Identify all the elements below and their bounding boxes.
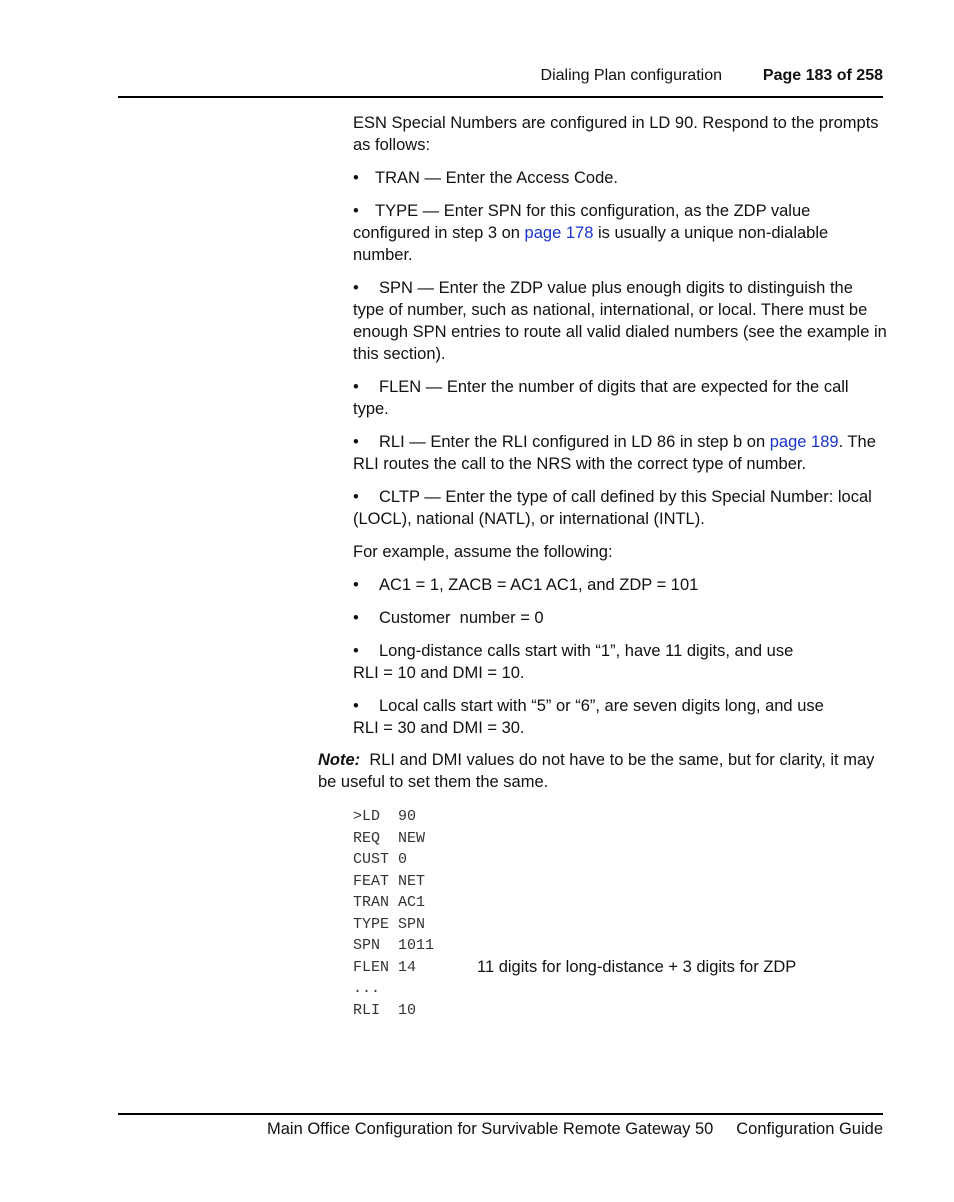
bullet-dot: •: [353, 169, 359, 187]
bullet-type: [353, 200, 888, 266]
bullet-text: RLI = 10 and DMI = 10.: [353, 664, 525, 682]
code-line: RLI 10: [353, 1001, 417, 1019]
bullet-dot: •: [353, 202, 359, 220]
bullet-cltp: [353, 486, 888, 530]
bullet-dot: •: [353, 697, 359, 715]
bullet-text: SPN — Enter the ZDP value plus enough digits to distinguish the type of number, such as national, international, or local. There must be enough SPN entries to route all valid dialed numbers (see the example in this section).: [353, 279, 887, 363]
bullet-text: Long-distance calls start with “1”, have 11 digits, and use: [379, 642, 794, 660]
bullet-dot: •: [353, 433, 359, 451]
bullet-text: RLI — Enter the RLI configured in LD 86 in step b on: [379, 433, 770, 451]
bullet-dot: •: [353, 488, 359, 506]
example-bullet: [353, 640, 888, 684]
code-line: REQ NEW: [353, 829, 426, 847]
bullet-text: . The RLI routes the call to the NRS with the correct type of number.: [353, 433, 876, 473]
note-text: RLI and DMI values do not have to be the same, but for clarity, it may be useful to set them the same.: [318, 751, 875, 791]
bullet-rli: [353, 431, 888, 475]
page-header: [118, 64, 883, 98]
code-text: FLEN 14: [353, 958, 417, 976]
page-178-link[interactable]: page 178: [524, 224, 594, 242]
example-bullet: [353, 574, 888, 596]
bullet-text: RLI = 30 and DMI = 30.: [353, 719, 525, 737]
page-footer: [118, 1113, 883, 1138]
bullet-text: Customer number = 0: [379, 609, 544, 627]
code-line: FEAT NET: [353, 872, 426, 890]
bullet-dot: •: [353, 279, 359, 297]
code-line: TRAN AC1: [353, 894, 426, 911]
bullet-flen: [353, 376, 888, 420]
code-comment: 11 digits for long-distance + 3 digits for ZDP: [477, 957, 797, 976]
note: [318, 749, 888, 793]
code-line-flen: [353, 957, 797, 979]
example-bullet: [353, 695, 888, 739]
bullet-dot: •: [353, 576, 359, 594]
bullet-dot: •: [353, 378, 359, 396]
bullet-tran: [353, 167, 888, 189]
code-line: ...: [353, 980, 381, 997]
bullet-text: FLEN — Enter the number of digits that are expected for the call type.: [353, 378, 849, 418]
code-block: [353, 806, 797, 1021]
example-intro: For example, assume the following:: [353, 543, 613, 561]
header-section-title: Dialing Plan configuration: [540, 67, 722, 84]
note-label: Note:: [318, 751, 361, 769]
code-line: >LD 90: [353, 808, 417, 825]
bullet-text: is usually a unique non-dialable number.: [353, 224, 829, 264]
code-line: SPN 1011: [353, 937, 435, 954]
example-bullet: [353, 607, 888, 629]
bullet-text: CLTP — Enter the type of call defined by this Special Number: local (LOCL), national (NATL), or international (INTL).: [353, 488, 872, 528]
bullet-dot: •: [353, 609, 359, 627]
intro-paragraph: ESN Special Numbers are configured in LD 90. Respond to the prompts as follows:: [353, 114, 879, 154]
header-page-number: Page 183 of 258: [762, 67, 883, 84]
bullet-text: AC1 = 1, ZACB = AC1 AC1, and ZDP = 101: [379, 576, 699, 594]
bullet-dot: •: [353, 642, 359, 660]
bullet-text: Local calls start with “5” or “6”, are seven digits long, and use: [379, 697, 824, 715]
body-text: [353, 112, 888, 750]
code-line: TYPE SPN: [353, 915, 426, 933]
bullet-spn: [353, 277, 888, 365]
bullet-text: TYPE — Enter SPN for this configuration, as the ZDP value configured in step 3 on: [353, 202, 811, 242]
bullet-text: TRAN — Enter the Access Code.: [375, 169, 619, 187]
footer-text: Main Office Configuration for Survivable Remote Gateway 50 Configuration Guide: [266, 1120, 883, 1138]
page-189-link[interactable]: page 189: [769, 433, 839, 451]
code-line: CUST 0: [353, 851, 408, 868]
